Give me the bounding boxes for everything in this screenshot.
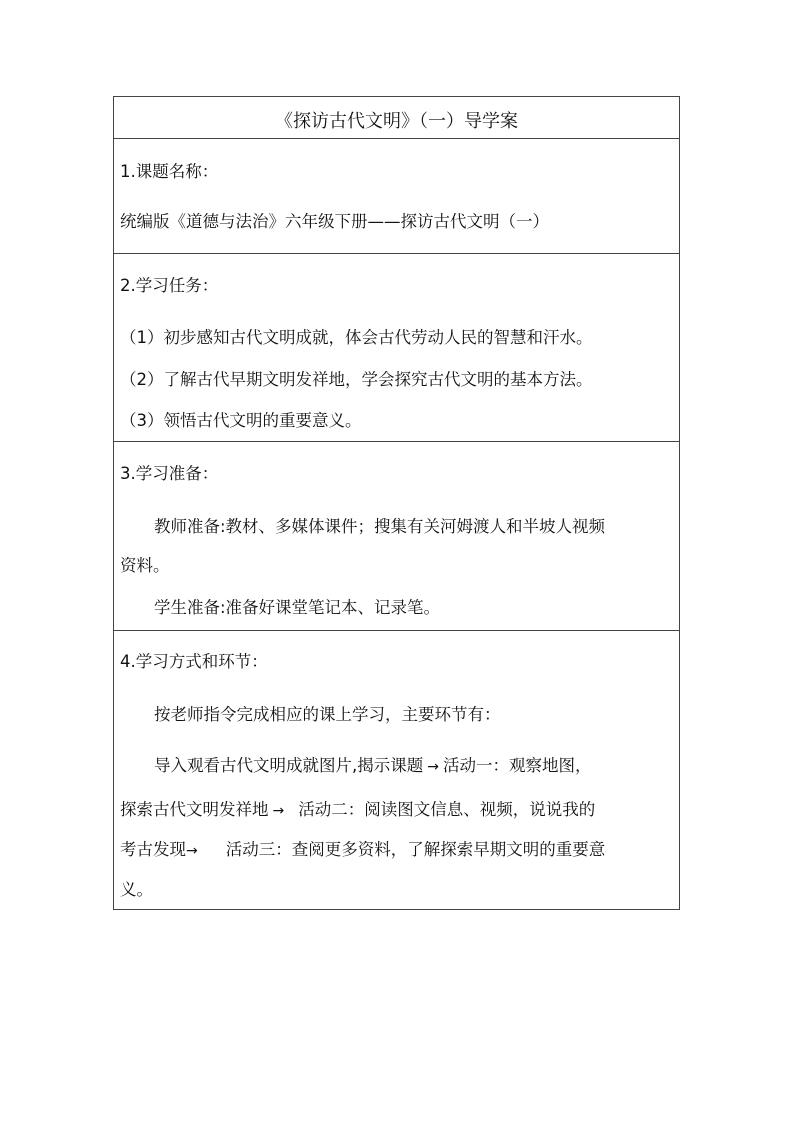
course-name: 统编版《道德与法治》六年级下册——探访古代文明（一）	[120, 212, 549, 231]
flow-line-2	[120, 800, 595, 821]
row-divider	[113, 630, 680, 631]
student-prep: 学生准备:准备好课堂笔记本、记录笔。	[154, 598, 441, 617]
section1-heading: 1.课题名称：	[120, 162, 219, 181]
teacher-prep: 教师准备:教材、多媒体课件；搜集有关河姆渡人和半坡人视频	[154, 517, 606, 536]
task-1: （1）初步感知古代文明成就，体会古代劳动人民的智慧和汗水。	[120, 328, 593, 347]
row-divider	[113, 138, 680, 139]
flow-step: 探索古代文明发祥地	[120, 800, 269, 819]
flow-line-4: 义。	[120, 880, 153, 899]
arrow-right-icon: →	[272, 803, 285, 819]
row-divider	[113, 441, 680, 442]
teacher-prep-cont: 资料。	[120, 556, 170, 575]
arrow-right-icon: →	[427, 759, 439, 775]
section3-heading: 3.学习准备：	[120, 464, 219, 483]
flow-step: 活动三：查阅更多资料，了解探索早期文明的重要意	[225, 840, 606, 859]
flow-line-3	[120, 840, 605, 861]
arrow-right-icon: →	[186, 843, 198, 859]
flow-step: 活动一：观察地图，	[442, 756, 592, 775]
section2-heading: 2.学习任务：	[120, 276, 219, 295]
flow-step: 活动二：阅读图文信息、视频，说说我的	[298, 800, 596, 819]
row-divider	[113, 253, 680, 254]
flow-step: 导入观看古代文明成就图片,揭示课题	[154, 756, 424, 775]
task-2: （2）了解古代早期文明发祥地，学会探究古代文明的基本方法。	[120, 370, 593, 389]
flow-step: 考古发现	[120, 840, 186, 859]
task-3: （3）领悟古代文明的重要意义。	[120, 411, 362, 430]
document-title: 《探访古代文明》（一）导学案	[275, 111, 518, 132]
flow-line-1	[154, 756, 591, 777]
section4-heading: 4.学习方式和环节：	[120, 652, 268, 671]
section4-intro: 按老师指令完成相应的课上学习，主要环节有：	[154, 705, 501, 724]
